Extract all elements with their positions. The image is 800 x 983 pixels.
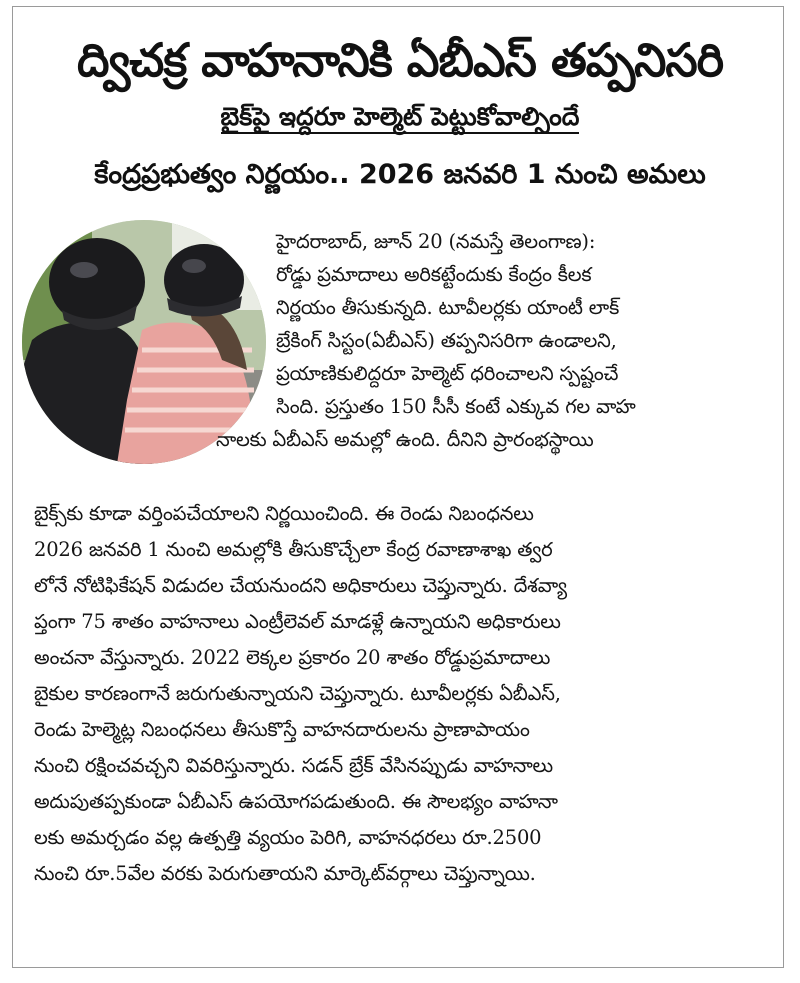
subheadline [0,100,800,134]
body-line: నిర్ణయం తీసుకున్నది. టూవీలర్లకు యాంటీ లాక్ [276,296,620,319]
body-line: రెండు హెల్మెట్ల నిబంధనలు తీసుకొస్తే వాహనదారులను ప్రాణాపాయం [34,718,530,741]
body-line: లోనే నోటిఫికేషన్ విడుదల చేయనుందని అధికారులు చెప్తున్నారు. దేశవ్యా [34,574,567,597]
body-line: బైకుల కారణంగానే జరుగుతున్నాయని చెప్తున్నారు. టూవీలర్లకు ఏబీఎస్, [34,682,561,705]
body-line: ప్తంగా 75 శాతం వాహనాలు ఎంట్రీలెవల్ మాడళ్లే ఉన్నాయని అధికారులు [34,610,561,633]
subheadline-text: బైక్‌పై ఇద్దరూ హెల్మెట్ పెట్టుకోవాల్సిందే [221,102,580,134]
body-line: నుంచి రక్షించవచ్చని వివరిస్తున్నారు. సడన్ బ్రేక్ వేసినప్పుడు వాహనాలు [34,754,553,777]
body-line: రోడ్డు ప్రమాదాలు అరికట్టేందుకు కేంద్రం కీలక [276,263,592,286]
body-line: 2026 జనవరి 1 నుంచి అమల్లోకి తీసుకొచ్చేలా కేంద్ర రవాణాశాఖ త్వర [34,538,553,561]
body-line: నుంచి రూ.5వేల వరకు పెరుగుతాయని మార్కెట్‌వర్గాలు చెప్తున్నాయి. [34,862,536,885]
body-line: హైదరాబాద్, జూన్ 20 (నమస్తే తెలంగాణ): [276,230,596,253]
body-line: ప్రయాణికులిద్దరూ హెల్మెట్ ధరించాలని స్పష్టంచే [276,362,619,385]
body-line: అదుపుతప్పకుండా ఏబీఎస్ ఉపయోగపడుతుంది. ఈ సౌలభ్యం వాహనా [34,790,558,813]
body-line: లకు అమర్చడం వల్ల ఉత్పత్తి వ్యయం పెరిగి, వాహనధరలు రూ.2500 [34,826,542,849]
headline: ద్విచక్ర వాహనానికి ఏబీఎస్ తప్పనిసరి [77,33,723,87]
body-line: అంచనా వేస్తున్నారు. 2022 లెక్కల ప్రకారం 20 శాతం రోడ్డుప్రమాదాలు [34,646,551,669]
body-line: బైక్స్‌కు కూడా వర్తింపచేయాలని నిర్ణయించింది. ఈ రెండు నిబంధనలు [34,502,534,525]
body-line: నాలకు ఏబీఎస్ అమల్లో ఉంది. దీనిని ప్రారంభస్థాయి [216,428,594,451]
body-line: బ్రేకింగ్ సిస్టం(ఏబీఎస్) తప్పనిసరిగా ఉండాలని, [276,329,617,352]
body-line: సింది. ప్రస్తుతం 150 సీసీ కంటే ఎక్కువ గల వాహ [276,395,636,418]
deck: కేంద్రప్రభుత్వం నిర్ణయం.. 2026 జనవరి 1 నుంచి అమలు [94,159,706,190]
